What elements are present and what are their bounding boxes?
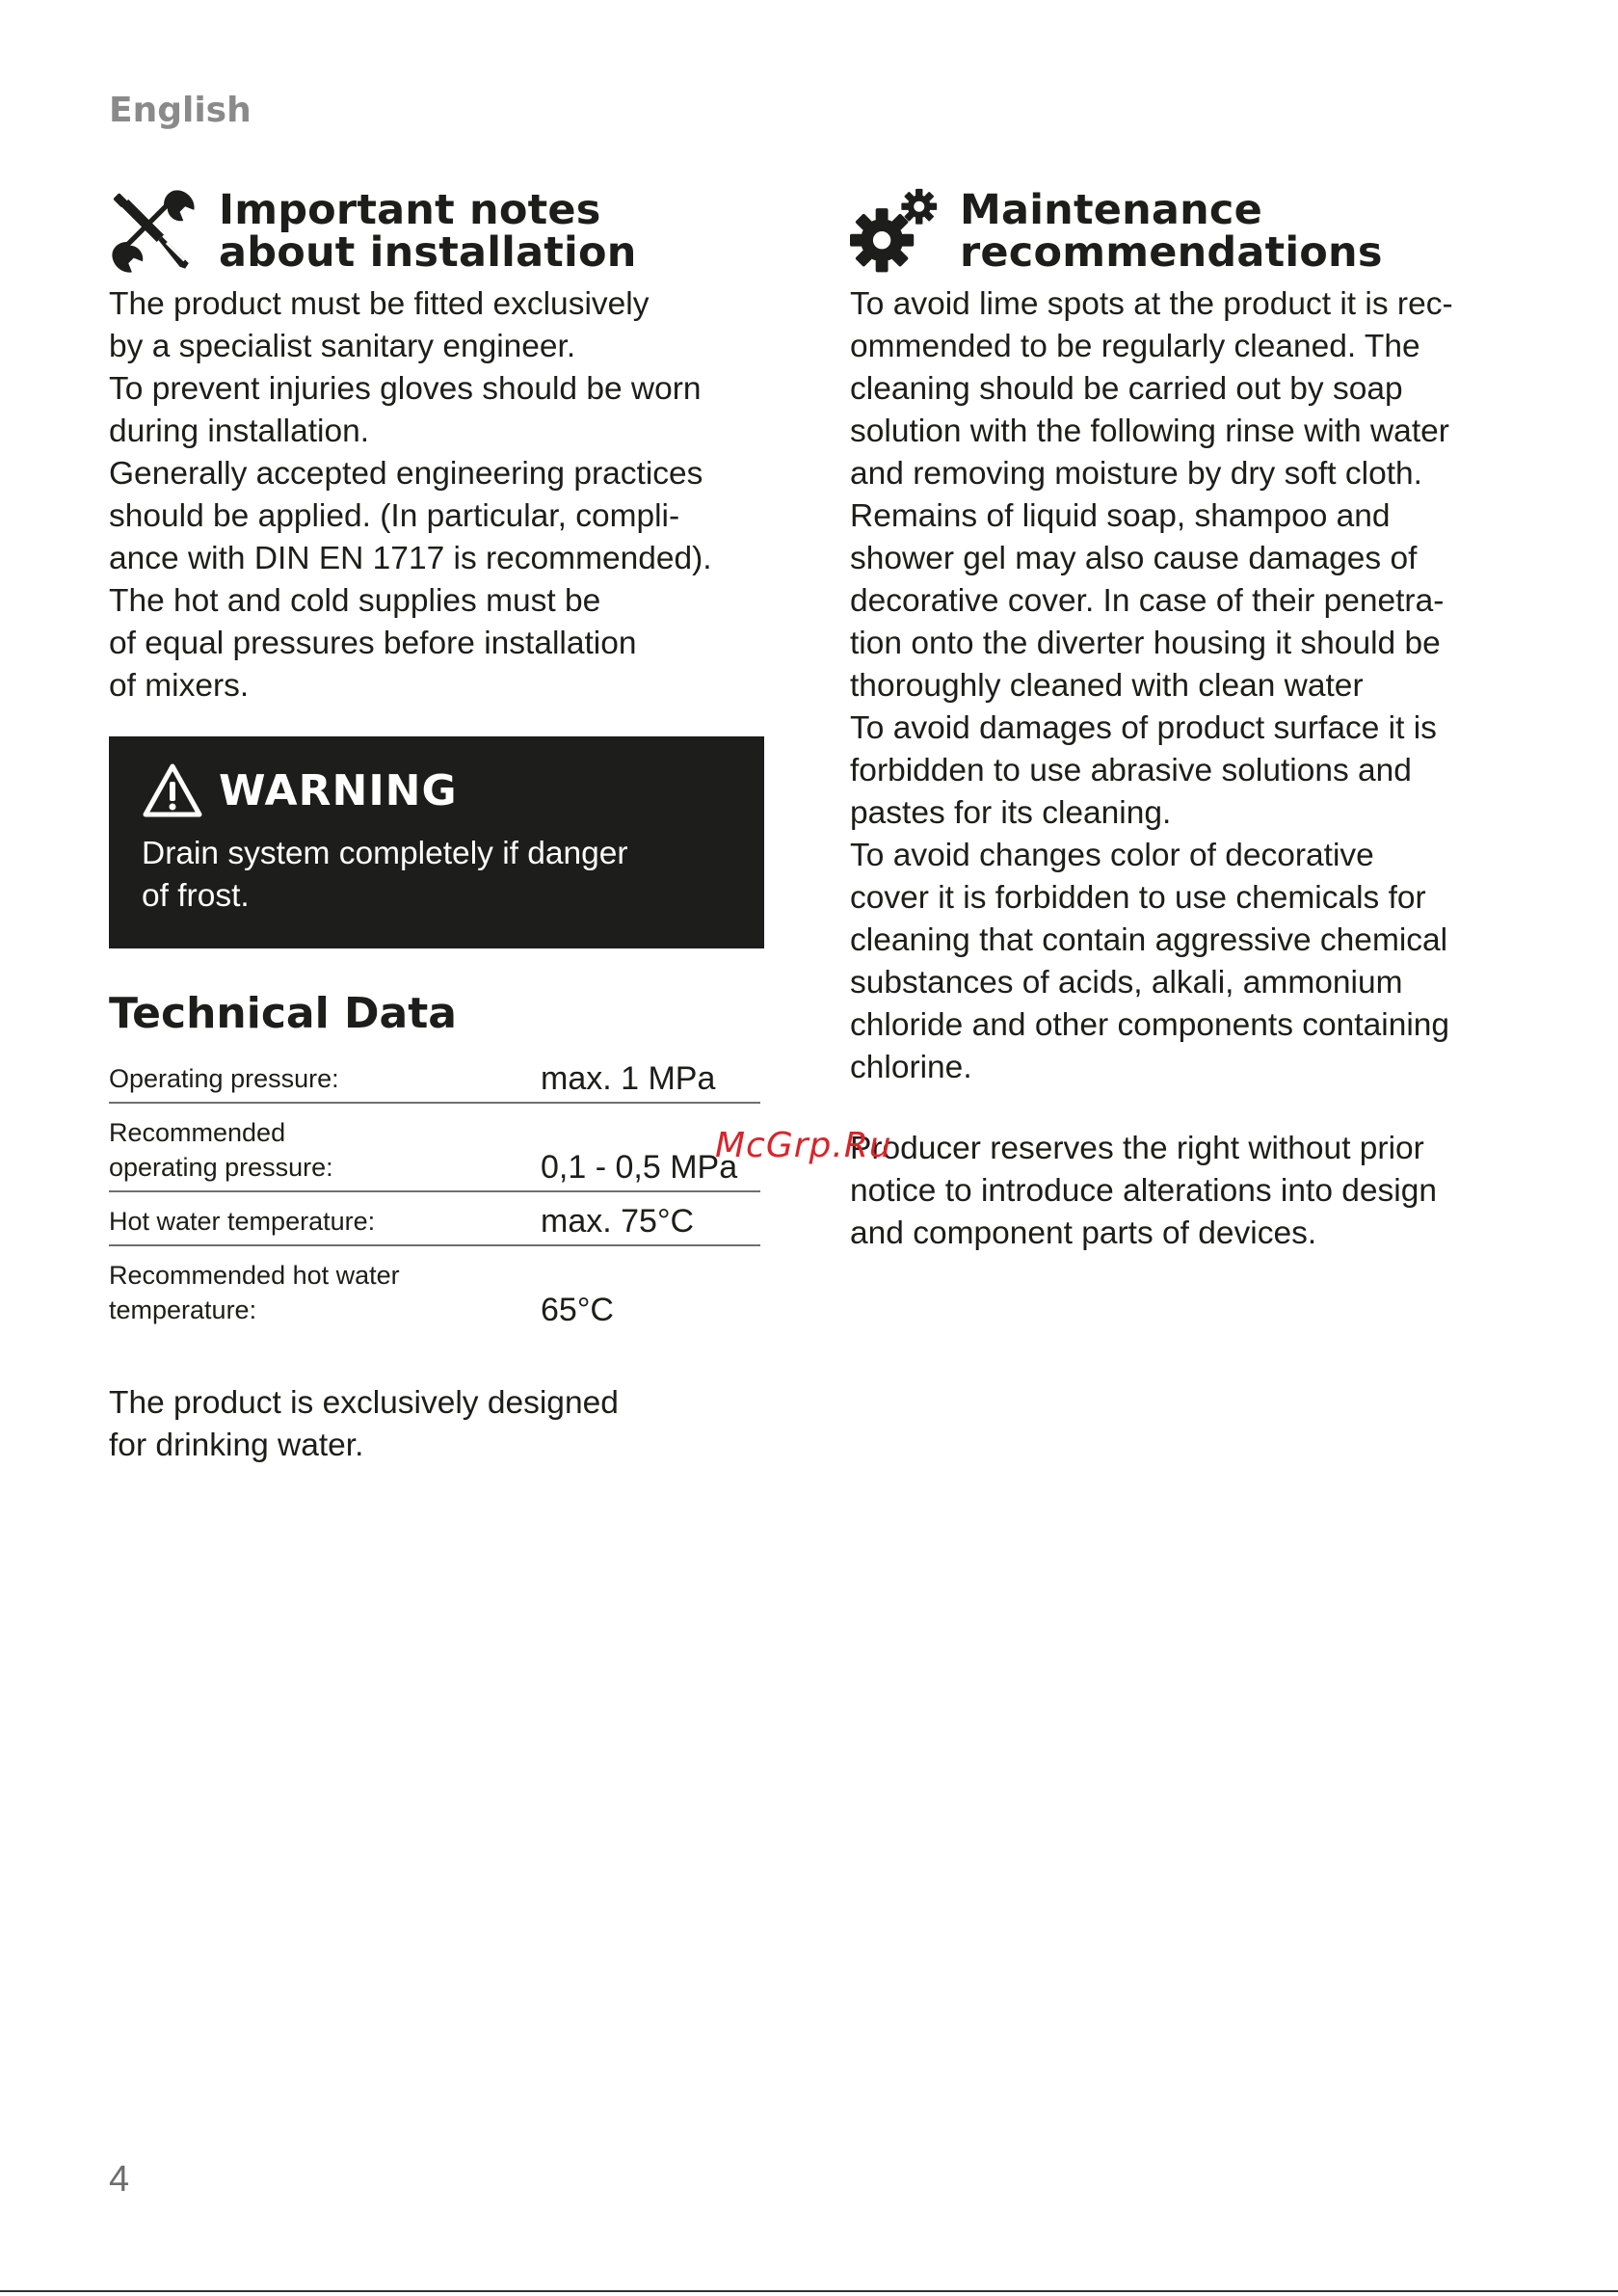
maintenance-title-line: Maintenance: [960, 186, 1262, 234]
installation-title: [219, 186, 637, 277]
technical-data-table: [109, 1046, 760, 1333]
warning-text-line: Drain system completely if danger: [142, 836, 628, 871]
language-label: English: [109, 91, 252, 130]
installation-text-line: of equal pressures before installation: [109, 626, 637, 661]
warning-box: [109, 736, 764, 948]
producer-note: [850, 1128, 1437, 1255]
maintenance-text-line: and removing moisture by dry soft cloth.: [850, 456, 1422, 492]
installation-text-line: should be applied. (In particular, compli-: [109, 498, 680, 534]
table-row: [109, 1191, 760, 1245]
page-number: 4: [109, 2159, 130, 2200]
tech-value: 0,1 - 0,5 MPa: [541, 1103, 760, 1191]
tech-label: [109, 1191, 541, 1245]
warning-text-line: of frost.: [142, 878, 250, 914]
technical-data-title: Technical Data: [109, 989, 457, 1038]
maintenance-text-line: cleaning that contain aggressive chemical: [850, 922, 1448, 958]
maintenance-title-line: recommendations: [960, 228, 1383, 277]
maintenance-text-line: chlorine.: [850, 1050, 972, 1085]
bottom-divider: [0, 2290, 1618, 2292]
tech-value: max. 1 MPa: [541, 1046, 760, 1103]
drinking-water-note-line: for drinking water.: [109, 1428, 364, 1463]
tech-label-line: operating pressure:: [109, 1153, 333, 1182]
maintenance-text-line: solution with the following rinse with water: [850, 414, 1449, 449]
gears-icon: [850, 187, 939, 276]
installation-text-line: The product must be fitted exclusively: [109, 286, 650, 322]
tools-icon: [109, 187, 198, 276]
installation-text-line: Generally accepted engineering practices: [109, 456, 703, 492]
table-row: [109, 1046, 760, 1103]
tech-label-line: Hot water temperature:: [109, 1207, 376, 1236]
warning-title: WARNING: [219, 765, 458, 815]
maintenance-text-line: To avoid damages of product surface it is: [850, 710, 1437, 746]
maintenance-text-line: chloride and other components containing: [850, 1007, 1450, 1043]
drinking-water-note-line: The product is exclusively designed: [109, 1385, 619, 1421]
maintenance-text-line: ommended to be regularly cleaned. The: [850, 329, 1420, 364]
maintenance-header: [850, 183, 1525, 283]
maintenance-text-line: decorative cover. In case of their penetra-: [850, 583, 1445, 619]
maintenance-text-line: shower gel may also cause damages of: [850, 541, 1418, 576]
tech-label-line: Recommended: [109, 1118, 286, 1147]
maintenance-section: [850, 183, 1525, 1089]
maintenance-text-line: To avoid lime spots at the product it is rec-: [850, 286, 1453, 322]
producer-note-line: notice to introduce alterations into design: [850, 1173, 1437, 1209]
tech-value: 65°C: [541, 1292, 614, 1328]
table-row: [109, 1245, 760, 1333]
maintenance-title: [960, 186, 1383, 277]
warning-text: [142, 833, 731, 918]
installation-text: [109, 283, 774, 707]
producer-note-line: Producer reserves the right without prior: [850, 1131, 1424, 1166]
maintenance-text-line: substances of acids, alkali, ammonium: [850, 965, 1403, 1001]
installation-text-line: To prevent injuries gloves should be worn: [109, 371, 702, 407]
warning-triangle-icon: [142, 762, 203, 818]
installation-text-line: of mixers.: [109, 668, 250, 704]
tech-label-line: temperature:: [109, 1295, 257, 1324]
maintenance-text-line: cover it is forbidden to use chemicals for: [850, 880, 1426, 916]
watermark: McGrp.Ru: [715, 1126, 892, 1165]
tech-value: max. 75°C: [541, 1191, 760, 1245]
installation-header: [109, 183, 774, 283]
warning-header: [142, 756, 731, 825]
tech-label-line: Operating pressure:: [109, 1064, 339, 1093]
maintenance-text-line: forbidden to use abrasive solutions and: [850, 753, 1412, 788]
tech-label: [109, 1245, 541, 1333]
table-row: [109, 1103, 760, 1191]
maintenance-text-line: thoroughly cleaned with clean water: [850, 668, 1364, 704]
installation-text-line: The hot and cold supplies must be: [109, 583, 601, 619]
installation-title-line: Important notes: [219, 186, 601, 234]
tech-label-line: Recommended hot water: [109, 1261, 400, 1290]
drinking-water-note: [109, 1382, 619, 1467]
tech-label: [109, 1046, 541, 1103]
maintenance-text-line: Remains of liquid soap, shampoo and: [850, 498, 1391, 534]
installation-text-line: by a specialist sanitary engineer.: [109, 329, 576, 364]
maintenance-text-line: cleaning should be carried out by soap: [850, 371, 1403, 407]
installation-title-line: about installation: [219, 228, 637, 277]
maintenance-text-line: To avoid changes color of decorative: [850, 838, 1374, 873]
installation-text-line: during installation.: [109, 414, 370, 449]
installation-section: [109, 183, 774, 707]
maintenance-text-line: tion onto the diverter housing it should be: [850, 626, 1441, 661]
tech-label: [109, 1103, 541, 1191]
maintenance-text: [850, 283, 1525, 1089]
installation-text-line: ance with DIN EN 1717 is recommended).: [109, 541, 712, 576]
producer-note-line: and component parts of devices.: [850, 1215, 1317, 1251]
maintenance-text-line: pastes for its cleaning.: [850, 795, 1172, 831]
